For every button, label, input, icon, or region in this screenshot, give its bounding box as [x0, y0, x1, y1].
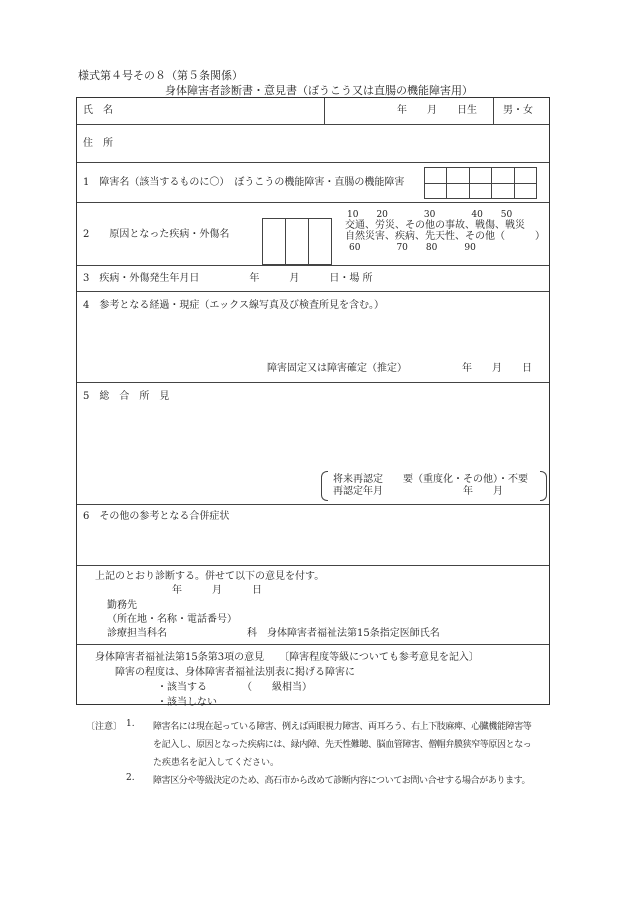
recert-required: 将来再認定 要（重度化・その他）・不要: [333, 474, 528, 485]
right-bracket: [540, 471, 547, 501]
recert-date: 再認定年月 年 月: [333, 486, 503, 497]
row-divider: [77, 124, 549, 125]
note-1-line-3: た疾患名を記入してください。: [153, 758, 280, 768]
overall-findings-label: 5 総 合 所 見: [83, 391, 170, 402]
page-title: 身体障害者診断書・意見書（ぼうこう又は直腸の機能障害用）: [165, 84, 473, 97]
workplace-detail: （所在地・名称・電話番号）: [107, 614, 237, 625]
row-divider: [77, 382, 549, 383]
note-1-line-2: を記入し、原因となった疾病には、緑内障、先天性難聴、脳血管障害、僧帽弁膜狭窄等原因となっ: [153, 740, 532, 750]
cause-options-1: 交通、労災、その他の事故、戦傷、戦災: [345, 220, 525, 231]
address-label: 住 所: [83, 138, 113, 149]
col-divider: [493, 98, 494, 124]
code-box-divider: [514, 167, 515, 199]
recertification-box: [321, 471, 547, 499]
note-1-line-1: 障害名には現在起っている障害、例えば両眼視力障害、両耳ろう、右上下肢麻痺、心臓機能障害等: [153, 722, 532, 732]
form-number: 様式第４号その８（第５条関係）: [78, 69, 243, 82]
note-1-number: 1.: [126, 719, 135, 729]
row-divider: [77, 202, 549, 203]
code-box-divider: [285, 218, 286, 265]
row-divider: [77, 565, 549, 566]
code-box-divider: [469, 167, 470, 199]
cause-label: 2 原因となった疾病・外傷名: [83, 229, 230, 240]
certification-statement: 上記のとおり診断する。併せて以下の意見を付す。: [95, 571, 325, 582]
doctor-label: 診療担当科名 科 身体障害者福祉法第15条指定医師氏名: [107, 628, 440, 639]
row-divider: [77, 265, 549, 266]
diagnosis-form: [76, 97, 550, 708]
cause-numbers-top: 10 20 30 40 50: [347, 210, 513, 220]
left-bracket: [321, 471, 328, 501]
code-box-divider: [308, 218, 309, 265]
certification-date: 年 月 日: [172, 585, 262, 596]
name-label: 氏 名: [83, 105, 113, 116]
code-box-divider: [446, 167, 447, 199]
code-box-divider: [424, 183, 537, 184]
fixed-date-label: 障害固定又は障害確定（推定） 年 月 日: [267, 363, 532, 374]
onset-date-label: 3 疾病・外傷発生年月日 年 月 日・場 所: [83, 273, 373, 284]
complications-label: 6 その他の参考となる合併症状: [83, 511, 230, 522]
note-2-number: 2.: [126, 773, 135, 783]
opinion-option-not-applicable: ・該当しない: [157, 697, 217, 708]
sex-label: 男・女: [503, 105, 533, 116]
row-divider: [77, 162, 549, 163]
cause-code-boxes: [262, 218, 332, 265]
row-divider: [77, 644, 549, 645]
col-divider: [324, 98, 325, 124]
row-divider: [77, 291, 549, 292]
opinion-heading: 身体障害者福祉法第15条第3項の意見 〔障害程度等級についても参考意見を記入〕: [95, 652, 479, 663]
opinion-line: 障害の程度は、身体障害者福祉法別表に掲げる障害に: [115, 667, 355, 678]
code-box-divider: [491, 167, 492, 199]
row-divider: [77, 504, 549, 505]
notes-label: 〔注意〕: [86, 722, 123, 732]
birth-date-label: 年 月 日生: [397, 105, 477, 116]
opinion-option-applicable: ・該当する （ 級相当）: [157, 682, 312, 693]
disability-name-label: 1 障害名（該当するものに〇） ぼうこうの機能障害・直腸の機能障害: [83, 177, 405, 188]
clinical-course-label: 4 参考となる経過・現症（エックス線写真及び検査所見を含む。）: [83, 300, 385, 311]
workplace-label: 勤務先: [107, 600, 137, 611]
cause-numbers-bottom: 60 70 80 90: [349, 243, 476, 253]
cause-options-2: 自然災害、疾病、先天性、その他（ ）: [345, 231, 545, 242]
note-2-line-1: 障害区分や等級決定のため、高石市から改めて診断内容についてお問い合せする場合があります。: [153, 776, 531, 786]
